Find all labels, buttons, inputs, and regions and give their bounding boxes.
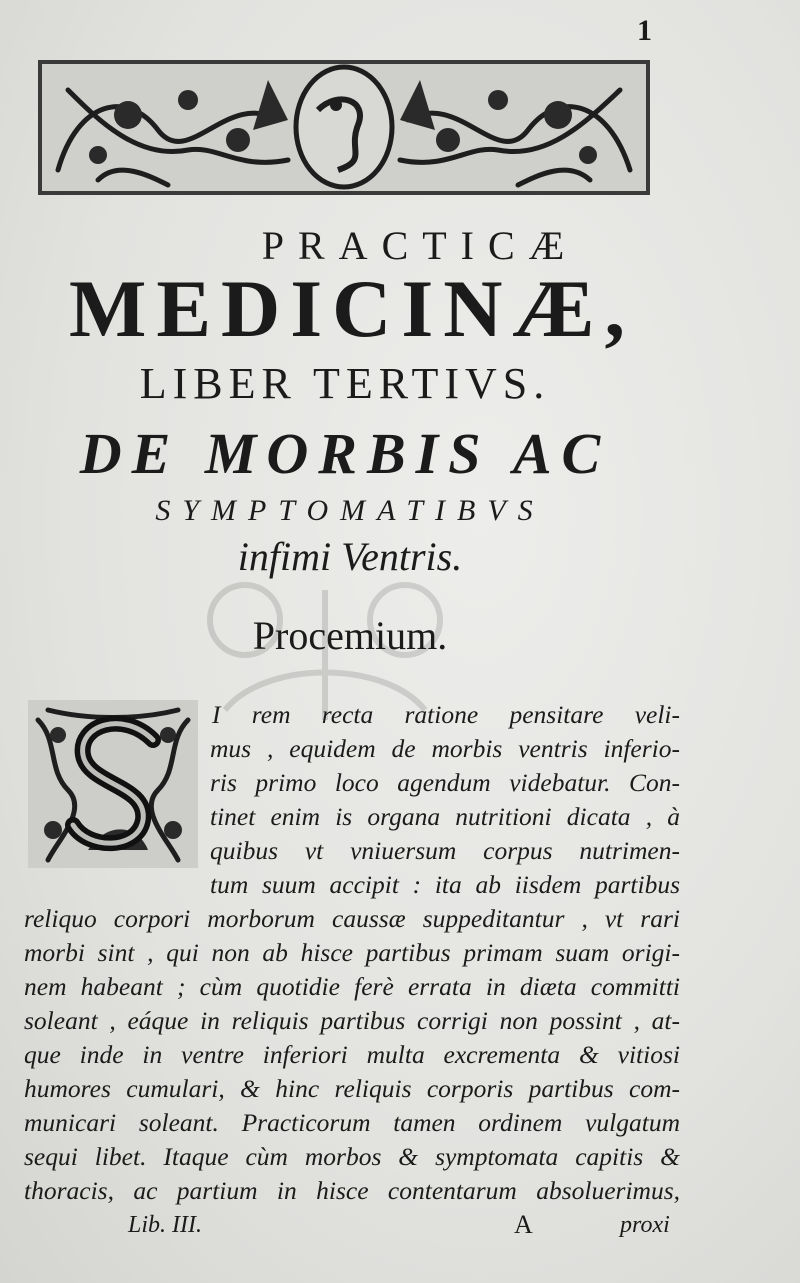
body-line-1: I rem recta ratione pensitare veli-: [212, 700, 680, 729]
body-line-12: humores cumulari, & hinc reliquis corporis partibus com-: [24, 1074, 680, 1103]
catchword: proxi: [620, 1212, 670, 1238]
body-line-13: municari soleant. Practicorum tamen ordinem vulgatum: [24, 1108, 680, 1137]
title-line-2: MEDICINÆ,: [68, 263, 636, 354]
headpiece-ornament: [38, 60, 650, 195]
body-line-9: nem habeant ; cùm quotidie ferè errata in diæta committi: [24, 972, 680, 1001]
title-line-3: LIBER TERTIVS.: [139, 359, 551, 408]
body-line-2: mus , equidem de morbis ventris inferio-: [210, 734, 680, 763]
body-line-15: thoracis, ac partium in hisce contentarum absoluerimus,: [24, 1176, 680, 1205]
body-line-10: soleant , eáque in reliquis partibus corrigi non possint , at-: [24, 1006, 680, 1035]
body-line-7: reliquo corpori morborum caussæ suppeditantur , vt rari: [24, 904, 680, 933]
body-line-11: que inde in ventre inferiori multa excrementa & vitiosi: [24, 1040, 680, 1069]
body-line-5: quibus vt vniuersum corpus nutrimen-: [210, 836, 680, 865]
body-line-14: sequi libet. Itaque cùm morbos & symptomata capitis &: [24, 1142, 680, 1171]
body-line-4: tinet enim is organa nutritioni dicata , à: [210, 802, 680, 831]
body-line-6: tum suum accipit : ita ab iisdem partibus: [210, 870, 680, 899]
signature-mark: Lib. III.: [128, 1212, 202, 1238]
title-line-4: DE MORBIS AC: [79, 421, 611, 486]
sheet-letter: A: [514, 1210, 533, 1239]
decorated-initial-s: [28, 700, 198, 868]
body-line-3: ris primo loco agendum videbatur. Con-: [210, 768, 680, 797]
title-line-1: PRACTICÆ: [261, 223, 579, 268]
title-line-6: infimi Ventris.: [237, 534, 463, 579]
page-number: 1: [637, 14, 652, 47]
section-heading: Procemium.: [252, 613, 448, 658]
title-line-5: SYMPTOMATIBVS: [155, 494, 545, 527]
body-line-8: morbi sint , qui non ab hisce partibus primam suam origi-: [24, 938, 680, 967]
